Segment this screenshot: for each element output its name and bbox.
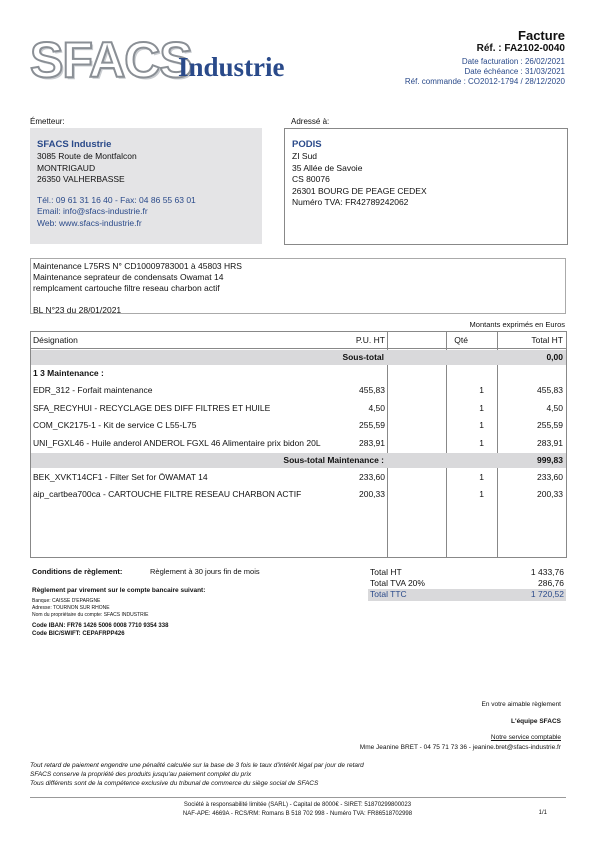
line-total: 283,91 [537,438,563,448]
destinataire-address-line: 26301 BOURG DE PEAGE CEDEX [292,185,427,196]
logo-industrie-text: Industrie [178,52,285,82]
total-value: 1 433,76 [530,567,564,577]
footer-line: Société à responsabilité limitée (SARL) - Capital de 8000€ - SIRET: 51870299800023 [183,802,412,808]
bank-transfer-label: Règlement par virement sur le compte bancaire suivant: [32,587,206,594]
destinataire-box [284,128,568,245]
description-line: Maintenance L75RS N° CD10009783001 à 45803 HRS [33,261,242,271]
maintenance-subtotal-label: Sous-total Maintenance : [283,455,384,465]
line-unit-price: 283,91 [359,438,385,448]
line-designation: BEK_XVKT14CF1 - Filter Set for ÖWAMAT 14 [33,472,208,482]
line-total: 455,83 [537,385,563,395]
line-designation: SFA_RECYHUI - RECYCLAGE DES DIFF FILTRES ET HUILE [33,403,271,413]
line-unit-price: 255,59 [359,420,385,430]
table-header [31,333,566,349]
total-row [368,567,566,578]
invoice-date: Date facturation : 26/02/2021 [461,57,565,66]
line-total: 200,33 [537,489,563,499]
footer-divider [30,797,566,798]
destinataire-address-line: ZI Sud [292,151,318,161]
destinataire-name: PODIS [292,139,322,150]
line-quantity: 1 [479,403,484,413]
legal-notes [30,761,364,788]
delivery-note: BL N°23 du 28/01/2021 [33,305,122,315]
total-label: Total TTC [370,589,407,599]
total-label: Total TVA 20% [370,578,425,588]
contact-line: Mme Jeanine BRET - 04 75 71 73 36 - jeanine.bret@sfacs-industrie.fr [359,744,561,751]
subtotal-value: 0,00 [546,352,563,362]
section-label: 1 3 Maintenance : [33,368,104,378]
line-unit-price: 455,83 [359,385,385,395]
destinataire-address-line: 35 Allée de Savoie [292,162,363,173]
emetteur-address-line: 26350 VALHERBASSE [37,174,125,184]
bank-codes [32,622,168,638]
table-row [31,436,566,451]
description-line: remplcament cartouche filtre reseau charbon actif [33,283,220,293]
emetteur-name: SFACS Industrie [37,139,112,150]
invoice-reference: Réf. : FA2102-0040 [476,43,565,54]
destinataire-address-line: CS 80076 [292,174,330,184]
destinataire-vat: Numéro TVA: FR42789242062 [292,197,409,207]
emetteur-address-line: 3085 Route de Montfalcon [37,151,137,161]
payment-terms-value: Règlement à 30 jours fin de mois [150,567,260,576]
emetteur-label: Émetteur: [30,117,65,126]
legal-line: SFACS conserve la propriété des produits jusqu'au paiement complet du prix [30,771,252,778]
invoice-lines-table [30,331,567,558]
table-row [31,418,566,433]
line-quantity: 1 [479,472,484,482]
line-unit-price: 4,50 [368,403,385,413]
total-value: 286,76 [538,578,564,588]
company-logo [30,30,320,90]
total-row [368,589,566,601]
emetteur-email[interactable]: Email: info@sfacs-industrie.fr [37,206,148,216]
line-designation: EDR_312 - Forfait maintenance [33,385,153,395]
currency-note: Montants exprimés en Euros [469,320,565,329]
line-designation: aip_cartbea700ca - CARTOUCHE FILTRE RESEAU CHARBON ACTIF [33,489,302,499]
header-unit-price: P.U. HT [355,335,385,345]
team-signature: L'équipe SFACS [511,718,561,725]
accounting-service: Notre service comptable [490,734,561,741]
table-row [31,383,566,398]
footer [0,801,595,819]
header-total: Total HT [531,335,563,345]
line-total: 255,59 [537,420,563,430]
account-owner: Nom du propriétaire du compte: SFACS INDUSTRIE [32,612,149,618]
total-label: Total HT [370,567,402,577]
line-unit-price: 233,60 [359,472,385,482]
bank-name: Banque: CAISSE D'EPARGNE [32,598,101,604]
line-unit-price: 200,33 [359,489,385,499]
emetteur-address-line: MONTRIGAUD [37,162,96,173]
greeting: En votre aimable règlement [481,701,561,708]
bank-address: Adresse: TOURNON SUR RHONE [32,605,110,611]
bic: Code BIC/SWIFT: CEPAFRPP426 [32,631,125,637]
emetteur-phone: Tél.: 09 61 31 16 40 - Fax: 04 86 55 63 01 [37,194,196,205]
logo-sfacs-text: SFACS [30,32,192,88]
line-quantity: 1 [479,489,484,499]
line-quantity: 1 [479,420,484,430]
legal-line: Tous différents sont de la compétence exclusive du tribunal de commerce du siège social de SFACS [30,780,319,787]
line-total: 4,50 [546,403,563,413]
total-row [368,578,566,589]
emetteur-box [30,128,262,244]
total-value: 1 720,52 [530,589,564,599]
page-number: 1/1 [538,810,547,816]
table-row [31,401,566,416]
order-reference: Réf. commande : CO2012-1794 / 28/12/2020 [404,77,565,86]
payment-terms-label: Conditions de règlement: [32,567,123,576]
header-quantity: Qté [454,335,468,345]
table-row [31,487,566,502]
subtotal-row [31,350,566,365]
line-designation: COM_CK2175-1 - Kit de service C L55-L75 [33,420,197,430]
header-designation: Désignation [33,335,78,345]
bank-details [32,598,148,619]
line-quantity: 1 [479,438,484,448]
subtotal-label: Sous-total [342,352,384,362]
emetteur-website[interactable]: Web: www.sfacs-industrie.fr [37,217,142,228]
line-total: 233,60 [537,472,563,482]
section-title [31,366,566,381]
line-designation: UNI_FGXL46 - Huile anderol ANDEROL FGXL 46 Alimentaire prix bidon 20L [33,438,321,448]
footer-line: NAF-APE: 4669A - RCS/RM: Romans B 518 702 998 - Numéro TVA: FR86518702998 [182,811,413,817]
table-row [31,470,566,485]
destinataire-label: Adressé à: [291,117,330,126]
due-date: Date échéance : 31/03/2021 [464,67,565,76]
line-quantity: 1 [479,385,484,395]
invoice-description [30,258,566,314]
description-line: Maintenance seprateur de condensats Owamat 14 [33,272,224,282]
document-title: Facture [518,28,565,43]
iban: Code IBAN: FR76 1426 5006 0008 7710 9354 338 [32,623,169,629]
legal-line: Tout retard de paiement engendre une pénalité calculée sur la base de 3 fois le taux d'intérêt légal par jour de retard [30,762,364,769]
maintenance-subtotal-row [31,453,566,468]
maintenance-subtotal-value: 999,83 [537,455,563,465]
totals-block [368,567,566,601]
